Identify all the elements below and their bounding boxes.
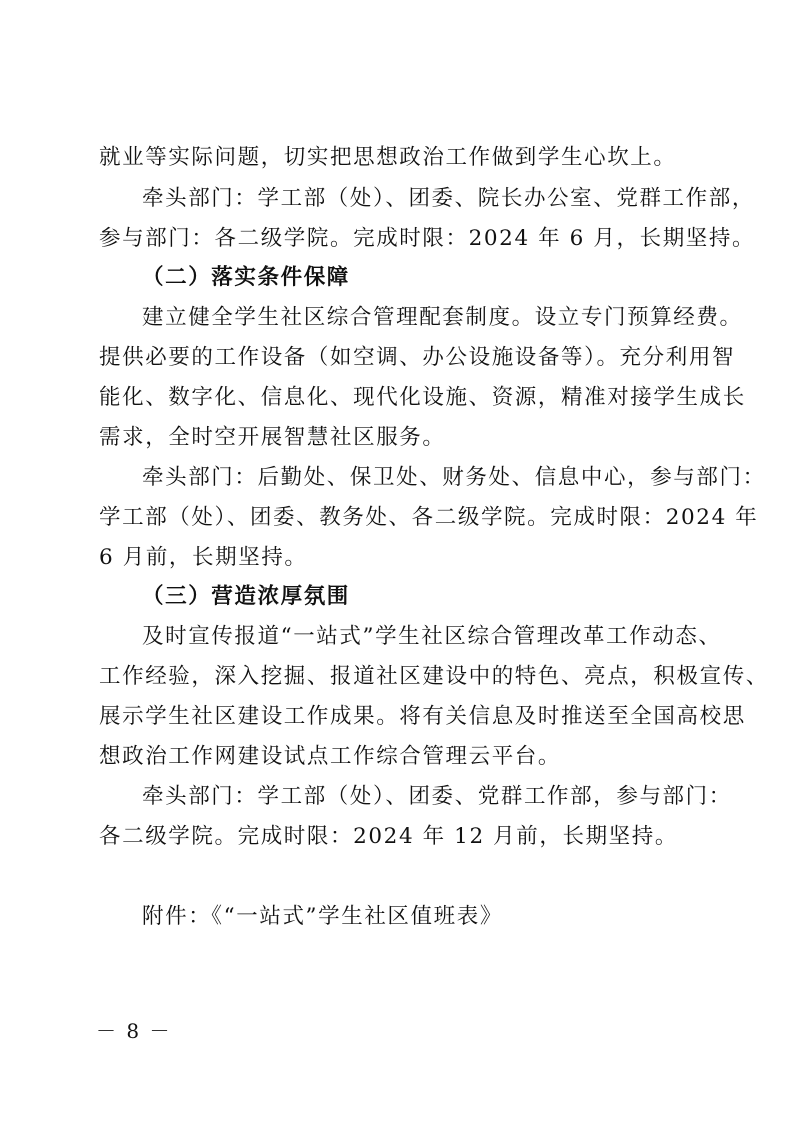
body-line: 学工部（处）、团委、教务处、各二级学院。完成时限：2024 年 [99, 505, 759, 530]
body-line: 各二级学院。完成时限：2024 年 12 月前，长期坚持。 [99, 824, 678, 849]
body-line: 提供必要的工作设备（如空调、办公设施设备等）。充分利用智 [99, 345, 736, 370]
body-line: 及时宣传报道“一站式”学生社区综合管理改革工作动态、 [142, 624, 722, 649]
body-line: 工作经验，深入挖掘、报道社区建设中的特色、亮点，积极宣传、 [99, 664, 769, 689]
section-heading-3: （三）营造浓厚氛围 [142, 584, 350, 609]
body-line: 牵头部门：后勤处、保卫处、财务处、信息中心，参与部门： [142, 465, 766, 490]
body-line: 就业等实际问题，切实把思想政治工作做到学生心坎上。 [99, 145, 677, 170]
body-line: 需求，全时空开展智慧社区服务。 [99, 425, 446, 450]
body-line: 参与部门：各二级学院。完成时限：2024 年 6 月，长期坚持。 [99, 226, 756, 251]
body-line: 展示学生社区建设工作成果。将有关信息及时推送至全国高校思 [99, 704, 746, 729]
body-line: 牵头部门：学工部（处）、团委、院长办公室、党群工作部， [142, 186, 755, 211]
body-line: 6 月前，长期坚持。 [99, 545, 308, 570]
section-heading-2: （二）落实条件保障 [142, 265, 350, 290]
body-line: 能化、数字化、信息化、现代化设施、资源，精准对接学生成长 [99, 385, 746, 410]
page-number: － 8 － [96, 1019, 172, 1043]
body-line: 想政治工作网建设试点工作综合管理云平台。 [99, 744, 562, 769]
attachment-line: 附件：《“一站式”学生社区值班表》 [142, 904, 503, 929]
body-line: 牵头部门：学工部（处）、团委、党群工作部，参与部门： [142, 784, 732, 809]
body-line: 建立健全学生社区综合管理配套制度。设立专门预算经费。 [142, 305, 743, 330]
